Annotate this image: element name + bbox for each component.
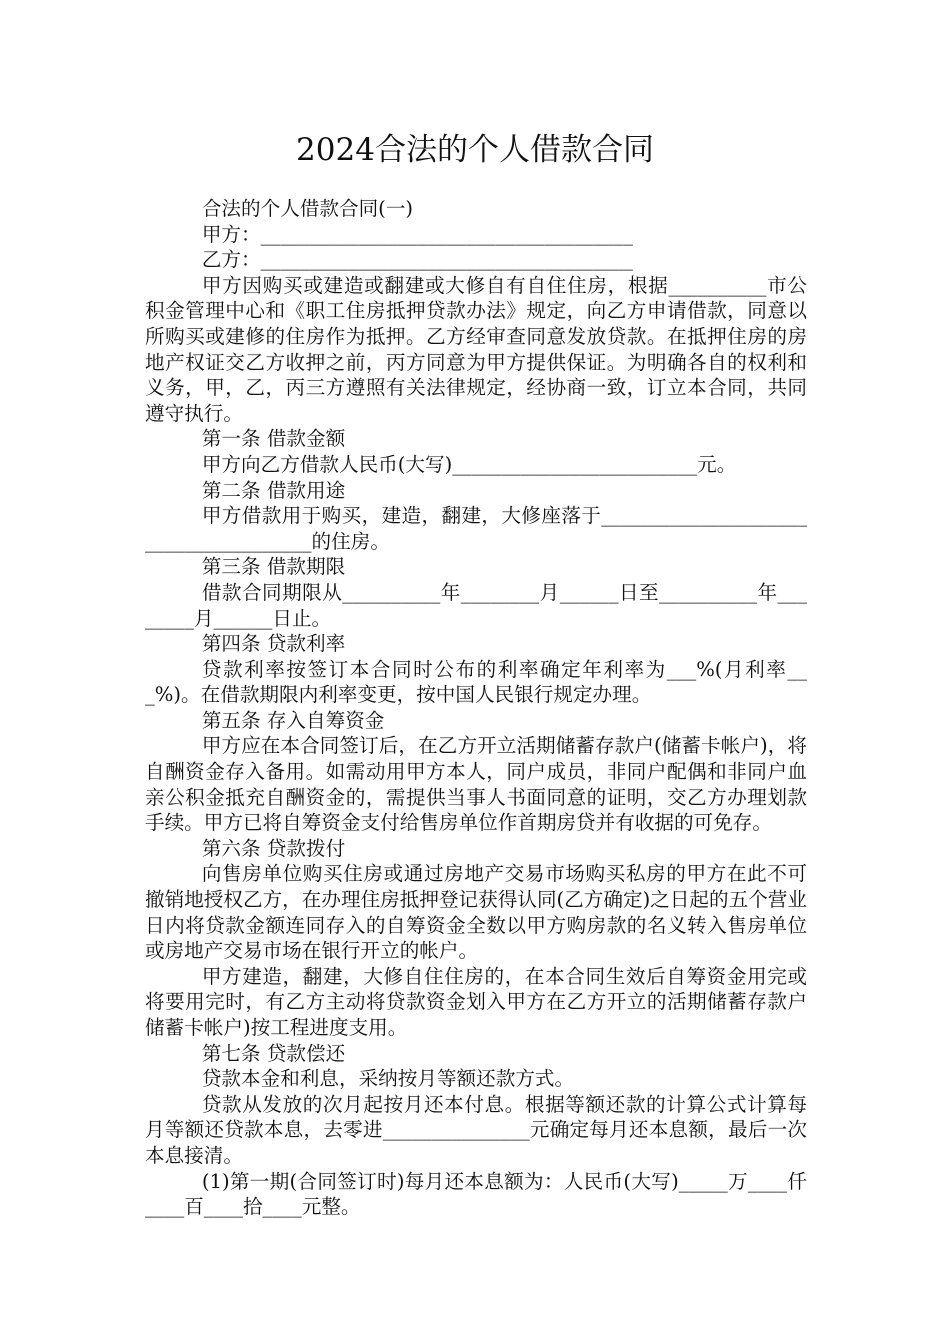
article-1-text: 甲方向乙方借款人民币(大写)_________________________元。 xyxy=(201,452,737,476)
article-7-text-3: (1)第一期(合同签订时)每月还本息额为：人民币(大写)_____万____仟____百____拾____元整。 xyxy=(145,1169,807,1219)
article-1-heading: 第一条 借款金额 xyxy=(201,427,346,451)
preamble-paragraph: 甲方因购买或建造或翻建或大修自有自住住房，根据__________市公积金管理中心和《职工住房抵押贷款办法》规定，向乙方申请借款，同意以所购买或建修的住房作为抵押。乙方经审查同意发放贷款。在抵押住房的房地产权证交乙方收押之前，丙方同意为甲方提供保证。为明确各自的权利和义务，甲，乙，丙三方遵照有关法律规定，经协商一致，订立本合同，共同遵守执行。 xyxy=(145,273,807,425)
document-title: 2024合法的个人借款合同 xyxy=(296,132,654,168)
party-b-line: 乙方：______________________________________ xyxy=(201,248,633,272)
document-body xyxy=(145,196,807,1220)
article-5-text: 甲方应在本合同签订后，在乙方开立活期储蓄存款户(储蓄卡帐户)，将自酬资金存入备用。如需动用甲方本人，同户成员，非同户配偶和非同户血亲公积金抵充自酬资金的，需提供当事人书面同意的证明，交乙方办理划款手续。甲方已将自筹资金支付给售房单位作首期房贷并有收据的可免存。 xyxy=(145,734,807,835)
article-7-text-2: 贷款从发放的次月起按月还本付息。根据等额还款的计算公式计算每月等额还贷款本息，去零进_______________元确定每月还本息额，最后一次本息接清。 xyxy=(145,1092,807,1167)
contract-subtitle: 合法的个人借款合同(一) xyxy=(201,197,414,220)
article-3-text: 借款合同期限从__________年________月______日至__________年________月______日止。 xyxy=(145,580,807,630)
article-5-heading: 第五条 存入自筹资金 xyxy=(201,708,385,732)
article-2-heading: 第二条 借款用途 xyxy=(201,478,346,502)
article-4-text: 贷款利率按签订本合同时公布的利率确定年利率为___%(月利率___%)。在借款期限内利率变更，按中国人民银行规定办理。 xyxy=(145,657,807,707)
article-7-text-1: 贷款本金和利息，采纳按月等额还款方式。 xyxy=(201,1067,575,1091)
article-6-text-1: 向售房单位购买住房或通过房地产交易市场购买私房的甲方在此不可撤销地授权乙方，在办理住房抵押登记获得认同(乙方确定)之日起的五个营业日内将贷款金额连同存入的自筹资金全数以甲方购房款的名义转入售房单位或房地产交易市场在银行开立的帐户。 xyxy=(145,862,807,963)
article-6-heading: 第六条 贷款拨付 xyxy=(201,836,346,860)
article-7-heading: 第七条 贷款偿还 xyxy=(201,1041,346,1065)
article-6-text-2: 甲方建造，翻建，大修自住住房的，在本合同生效后自筹资金用完或将要用完时，有乙方主动将贷款资金划入甲方在乙方开立的活期储蓄存款户储蓄卡帐户)按工程进度支用。 xyxy=(145,964,807,1039)
party-a-line: 甲方：______________________________________ xyxy=(201,222,633,246)
article-4-heading: 第四条 贷款利率 xyxy=(201,632,346,656)
article-3-heading: 第三条 借款期限 xyxy=(201,555,346,579)
article-2-text: 甲方借款用于购买，建造，翻建，大修座落于______________________________________的住房。 xyxy=(145,504,807,553)
